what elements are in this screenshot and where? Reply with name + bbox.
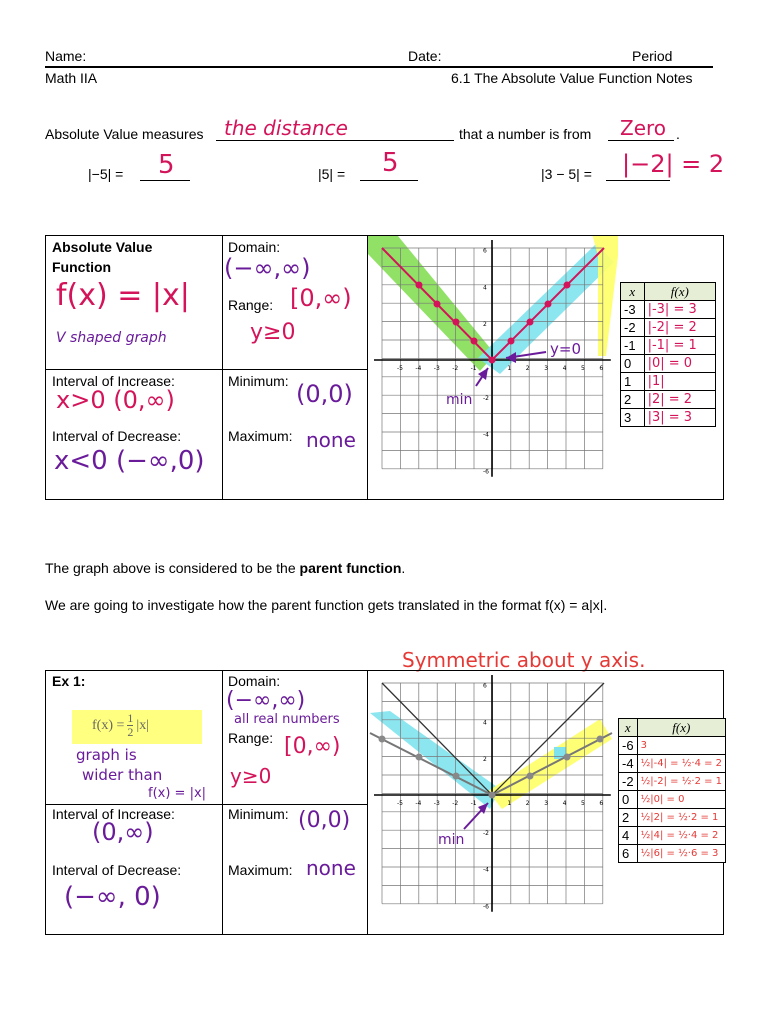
parent-point bbox=[489, 357, 496, 364]
y-tick-label: -6 bbox=[483, 903, 489, 911]
table-row: -2 bbox=[619, 773, 638, 791]
table-row: 2 bbox=[621, 391, 645, 409]
parent-range-answer: [0,∞) bbox=[290, 284, 352, 312]
parent-title-line1: Absolute Value bbox=[52, 239, 153, 255]
table-row-value: |2| = 2 bbox=[644, 391, 715, 409]
ex1-domain-label: Domain: bbox=[228, 673, 281, 689]
ex1-point bbox=[416, 754, 423, 761]
ex1-hw-note-line1: graph is bbox=[76, 746, 137, 764]
ex1-domain-answer: (−∞,∞) bbox=[226, 688, 306, 713]
table-row-value: ½|0| = 0 bbox=[637, 791, 725, 809]
ex1-point bbox=[453, 773, 460, 780]
table-row: -1 bbox=[621, 337, 645, 355]
table-row: 0 bbox=[619, 791, 638, 809]
x-tick-label: 3 bbox=[544, 365, 549, 372]
from-answer: Zero bbox=[620, 116, 667, 140]
parent-graph-note-y0: y=0 bbox=[550, 340, 581, 358]
parent-maximum-label: Maximum: bbox=[228, 428, 293, 444]
parent-point bbox=[508, 338, 515, 345]
parent-point bbox=[527, 319, 534, 326]
table-row-value: ½|4| = ½·4 = 2 bbox=[637, 827, 725, 845]
table-row-value: ½|6| = ½·6 = 3 bbox=[637, 845, 725, 863]
table-row: -3 bbox=[621, 301, 645, 319]
x-tick-label: 4 bbox=[562, 800, 567, 807]
ex1-func-lhs: f(x) = bbox=[92, 717, 125, 733]
ex1-title: Ex 1: bbox=[52, 673, 86, 689]
ex1-point bbox=[489, 792, 496, 799]
abs-example-3-answer: |−2| = 2 bbox=[622, 150, 725, 178]
y-tick-label: 4 bbox=[483, 284, 487, 292]
parent-decrease-answer: x<0 (−∞,0) bbox=[54, 446, 205, 476]
header-rule bbox=[45, 66, 713, 68]
ex1-graph-note-min: min bbox=[438, 832, 465, 848]
parent-decrease-label: Interval of Decrease: bbox=[52, 428, 182, 444]
parent-hw-note: V shaped graph bbox=[56, 330, 167, 346]
ex1-func-rhs: |x| bbox=[136, 717, 149, 733]
parent-point bbox=[471, 338, 478, 345]
y-tick-label: -4 bbox=[483, 431, 489, 439]
abs-example-1-answer: 5 bbox=[158, 150, 175, 180]
table-row-value: |-1| = 1 bbox=[644, 337, 715, 355]
table-row-value: |-2| = 2 bbox=[644, 319, 715, 337]
table-row-value: |1| bbox=[644, 373, 715, 391]
abs-example-3: |3 − 5| = bbox=[541, 166, 592, 182]
ex1-decrease-label: Interval of Decrease: bbox=[52, 862, 182, 878]
ex1-hw-note-line2: wider than bbox=[82, 766, 163, 784]
ex1-hw-note-line3: f(x) = |x| bbox=[148, 786, 207, 801]
y-tick-label: -2 bbox=[483, 394, 489, 402]
ex1-range-answer2: y≥0 bbox=[230, 764, 272, 788]
intro-line-start: Absolute Value measures bbox=[45, 126, 204, 142]
x-tick-label: -1 bbox=[470, 365, 477, 372]
table-row-value: |-3| = 3 bbox=[644, 301, 715, 319]
abs-example-1-blank bbox=[140, 180, 190, 181]
parent-title-line2: Function bbox=[52, 259, 112, 275]
parent-table-head-f: f(x) bbox=[644, 283, 715, 301]
parent-point bbox=[416, 282, 423, 289]
abs-example-3-blank bbox=[606, 180, 670, 181]
parent-increase-answer: x>0 (0,∞) bbox=[56, 386, 175, 414]
parent-function-sentence bbox=[45, 560, 405, 576]
table-row-value: |3| = 3 bbox=[644, 409, 715, 427]
from-blank bbox=[608, 140, 674, 141]
ex1-point bbox=[597, 736, 604, 743]
y-tick-label: -2 bbox=[483, 829, 489, 837]
parent-graph-note-min: min bbox=[446, 392, 473, 408]
x-tick-label: 2 bbox=[525, 365, 530, 372]
parent-point bbox=[564, 282, 571, 289]
parent-function-table bbox=[620, 282, 716, 427]
ex1-function bbox=[92, 712, 149, 739]
ex1-point bbox=[527, 773, 534, 780]
table-row: -4 bbox=[619, 755, 638, 773]
ex1-increase-label: Interval of Increase: bbox=[52, 806, 175, 822]
x-tick-label: 5 bbox=[581, 800, 585, 807]
parent-maximum-answer: none bbox=[306, 428, 356, 452]
ex1-maximum-answer: none bbox=[306, 856, 356, 880]
x-tick-label: -5 bbox=[397, 365, 403, 372]
x-tick-label: 6 bbox=[599, 800, 604, 807]
table-row: 3 bbox=[621, 409, 645, 427]
table-row: 6 bbox=[619, 845, 638, 863]
x-tick-label: -5 bbox=[397, 800, 403, 807]
ex1-function-table bbox=[618, 718, 726, 863]
y-tick-label: 2 bbox=[483, 756, 487, 764]
ex1-fraction bbox=[127, 712, 133, 739]
ex1-range-label: Range: bbox=[228, 730, 274, 746]
table-row-value: |0| = 0 bbox=[644, 355, 715, 373]
course-label: Math IIA bbox=[45, 70, 98, 86]
table-row: 2 bbox=[619, 809, 638, 827]
parent-domain-answer: (−∞,∞) bbox=[224, 254, 311, 282]
parent-hw-function: f(x) = |x| bbox=[56, 278, 190, 313]
abs-example-2: |5| = bbox=[318, 166, 346, 182]
x-tick-label: 3 bbox=[544, 800, 549, 807]
x-tick-label: 1 bbox=[507, 365, 512, 372]
ex1-func-den: 2 bbox=[127, 725, 134, 739]
table-row-value: ½|-2| = ½·2 = 1 bbox=[637, 773, 725, 791]
y-tick-label: 6 bbox=[483, 247, 487, 255]
parent-sentence-start: The graph above is considered to be the bbox=[45, 560, 300, 576]
x-tick-label: -4 bbox=[415, 800, 422, 807]
parent-minimum-answer: (0,0) bbox=[296, 380, 353, 408]
ex1-maximum-label: Maximum: bbox=[228, 862, 293, 878]
x-tick-label: -1 bbox=[470, 800, 477, 807]
ex1-point bbox=[564, 754, 571, 761]
parent-point bbox=[453, 319, 460, 326]
parent-domain-label: Domain: bbox=[228, 239, 281, 255]
page-title: 6.1 The Absolute Value Function Notes bbox=[451, 70, 693, 86]
x-tick-label: -3 bbox=[433, 800, 440, 807]
table-row-value: ½|2| = ½·2 = 1 bbox=[637, 809, 725, 827]
ex1-minimum-label: Minimum: bbox=[228, 806, 289, 822]
ex1-table-head-f: f(x) bbox=[637, 719, 725, 737]
ex1-func-num: 1 bbox=[127, 711, 134, 725]
parent-point bbox=[434, 301, 441, 308]
table-row: 0 bbox=[621, 355, 645, 373]
x-tick-label: 1 bbox=[507, 800, 512, 807]
parent-range-label: Range: bbox=[228, 297, 274, 313]
abs-example-1: |−5| = bbox=[88, 166, 124, 182]
parent-minimum-label: Minimum: bbox=[228, 373, 289, 389]
parent-graph bbox=[360, 236, 622, 498]
ex1-decrease-answer: (−∞, 0) bbox=[64, 882, 161, 912]
measures-answer: the distance bbox=[224, 116, 348, 140]
x-tick-label: 4 bbox=[562, 365, 567, 372]
y-tick-label: 2 bbox=[483, 321, 487, 329]
parent-point bbox=[545, 301, 552, 308]
parent-increase-label: Interval of Increase: bbox=[52, 373, 175, 389]
ex1-table-head-x: x bbox=[619, 719, 638, 737]
ex1-graph bbox=[360, 671, 622, 933]
parent-range-answer2: y≥0 bbox=[250, 320, 296, 345]
x-tick-label: -3 bbox=[433, 365, 440, 372]
name-label: Name: bbox=[45, 48, 87, 64]
parent-table-head-x: x bbox=[621, 283, 645, 301]
y-tick-label: 6 bbox=[483, 682, 487, 690]
ex1-increase-answer: (0,∞) bbox=[92, 818, 154, 846]
table-row: -2 bbox=[621, 319, 645, 337]
measures-blank bbox=[216, 140, 454, 141]
abs-example-2-blank bbox=[360, 180, 418, 181]
x-tick-label: 5 bbox=[581, 365, 585, 372]
ex1-range-answer: [0,∞) bbox=[284, 734, 341, 759]
parent-sentence-end: . bbox=[401, 560, 406, 576]
x-tick-label: 6 bbox=[599, 365, 604, 372]
ex1-minimum-answer: (0,0) bbox=[298, 808, 351, 833]
ex1-point bbox=[379, 736, 386, 743]
investigate-sentence: We are going to investigate how the parent function gets translated in the format f(x) = a|x|. bbox=[45, 597, 608, 613]
y-tick-label: 4 bbox=[483, 719, 487, 727]
table-row-value: ½|-4| = ½·4 = 2 bbox=[637, 755, 725, 773]
table-row: 1 bbox=[621, 373, 645, 391]
x-tick-label: -2 bbox=[452, 800, 459, 807]
abs-example-2-answer: 5 bbox=[382, 148, 399, 178]
intro-line-end: . bbox=[676, 126, 680, 142]
table-row-value: 3 bbox=[637, 737, 725, 755]
y-tick-label: -4 bbox=[483, 866, 489, 874]
y-tick-label: -6 bbox=[483, 468, 489, 476]
period-label: Period bbox=[632, 48, 673, 64]
ex1-symmetric-note: Symmetric about y axis. bbox=[402, 648, 646, 672]
ex1-domain-note: all real numbers bbox=[234, 712, 340, 727]
table-row: -6 bbox=[619, 737, 638, 755]
table-row: 4 bbox=[619, 827, 638, 845]
x-tick-label: -2 bbox=[452, 365, 459, 372]
x-tick-label: -4 bbox=[415, 365, 422, 372]
x-tick-label: 2 bbox=[525, 800, 530, 807]
date-label: Date: bbox=[408, 48, 442, 64]
parent-sentence-bold: parent function bbox=[299, 560, 402, 576]
intro-line-mid: that a number is from bbox=[459, 126, 592, 142]
